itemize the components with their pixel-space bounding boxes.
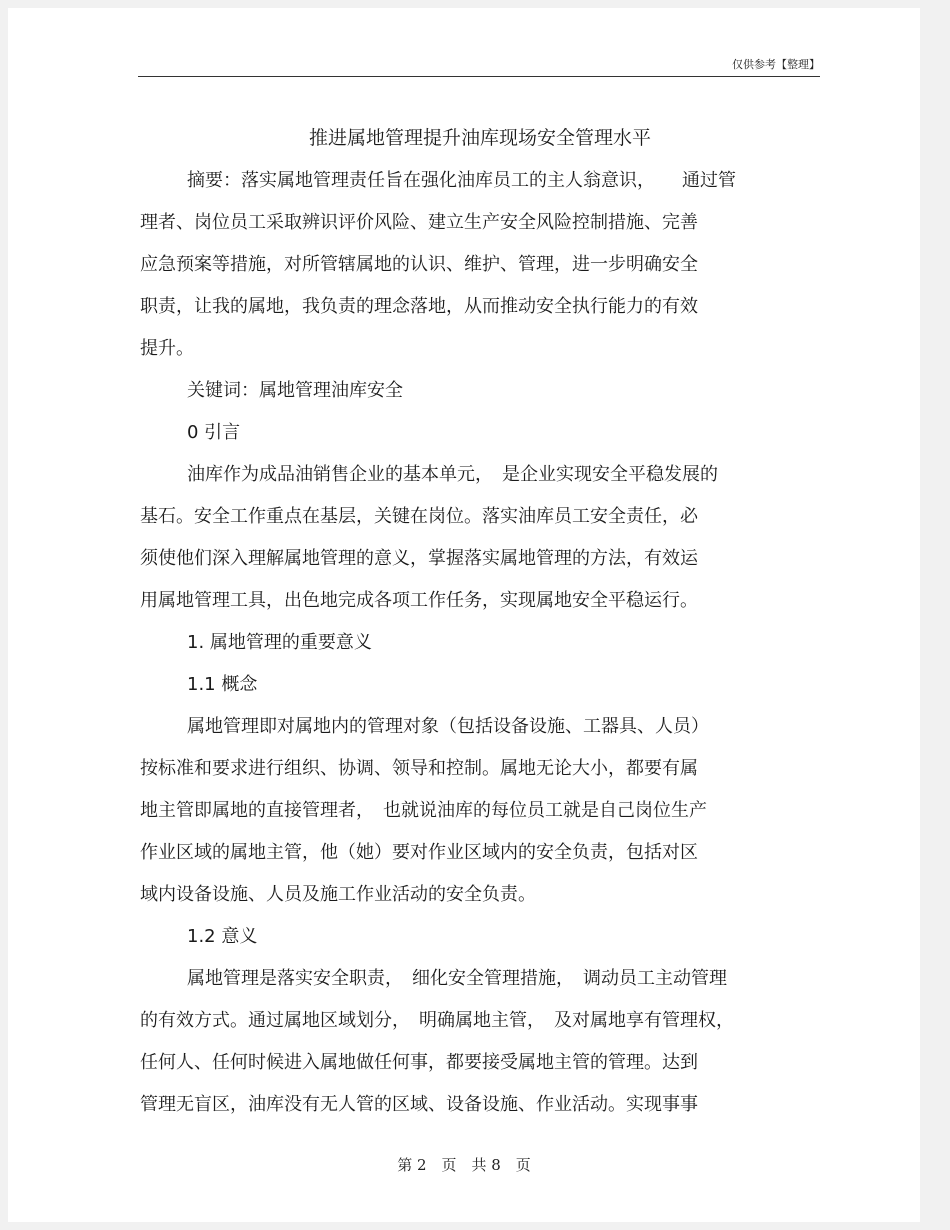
text-line: 油库作为成品油销售企业的基本单元， 是企业实现安全平稳发展的	[187, 464, 718, 485]
text-line: 属地管理是落实安全职责， 细化安全管理措施， 调动员工主动管理	[187, 968, 727, 989]
section-heading-1-2: 1.2 意义	[187, 926, 258, 947]
text-line: 域内设备设施、人员及施工作业活动的安全负责。	[140, 884, 536, 905]
keywords-line: 关键词：属地管理油库安全	[187, 380, 403, 401]
intro-paragraph	[140, 454, 820, 622]
document-title: 推进属地管理提升油库现场安全管理水平	[308, 127, 651, 149]
document-page	[8, 8, 920, 1222]
text-line: 的有效方式。通过属地区域划分， 明确属地主管， 及对属地享有管理权，	[140, 1010, 734, 1031]
abstract-paragraph	[140, 160, 820, 370]
section-heading-intro: 0 引言	[187, 422, 241, 443]
text-line: 理者、岗位员工采取辨识评价风险、建立生产安全风险控制措施、完善	[140, 212, 698, 233]
significance-paragraph	[140, 958, 820, 1126]
concept-paragraph	[140, 706, 820, 916]
section-heading-1-1: 1.1 概念	[187, 674, 258, 695]
page-number-footer: 第 2 页 共 8 页	[397, 1156, 531, 1174]
text-line: 按标准和要求进行组织、协调、领导和控制。属地无论大小，都要有属	[140, 758, 698, 779]
text-line: 地主管即属地的直接管理者， 也就说油库的每位员工就是自己岗位生产	[140, 800, 707, 821]
text-line: 管理无盲区，油库没有无人管的区域、设备设施、作业活动。实现事事	[140, 1094, 698, 1115]
text-line: 应急预案等措施，对所管辖属地的认识、维护、管理，进一步明确安全	[140, 254, 698, 275]
text-line: 须使他们深入理解属地管理的意义，掌握落实属地管理的方法，有效运	[140, 548, 698, 569]
text-line: 属地管理即对属地内的管理对象（包括设备设施、工器具、人员）	[187, 716, 709, 737]
text-line: 用属地管理工具，出色地完成各项工作任务，实现属地安全平稳运行。	[140, 590, 698, 611]
text-line: 基石。安全工作重点在基层，关键在岗位。落实油库员工安全责任，必	[140, 506, 698, 527]
text-line: 摘要：落实属地管理责任旨在强化油库员工的主人翁意识， 通过管	[187, 170, 736, 191]
text-line: 职责，让我的属地，我负责的理念落地，从而推动安全执行能力的有效	[140, 296, 698, 317]
page-header: 仅供参考【整理】	[732, 58, 820, 71]
document-body	[140, 116, 820, 1126]
text-line: 提升。	[140, 338, 194, 359]
header-divider	[138, 76, 820, 77]
section-heading-1: 1. 属地管理的重要意义	[187, 632, 372, 653]
text-line: 任何人、任何时候进入属地做任何事，都要接受属地主管的管理。达到	[140, 1052, 698, 1073]
text-line: 作业区域的属地主管，他（她）要对作业区域内的安全负责，包括对区	[140, 842, 698, 863]
